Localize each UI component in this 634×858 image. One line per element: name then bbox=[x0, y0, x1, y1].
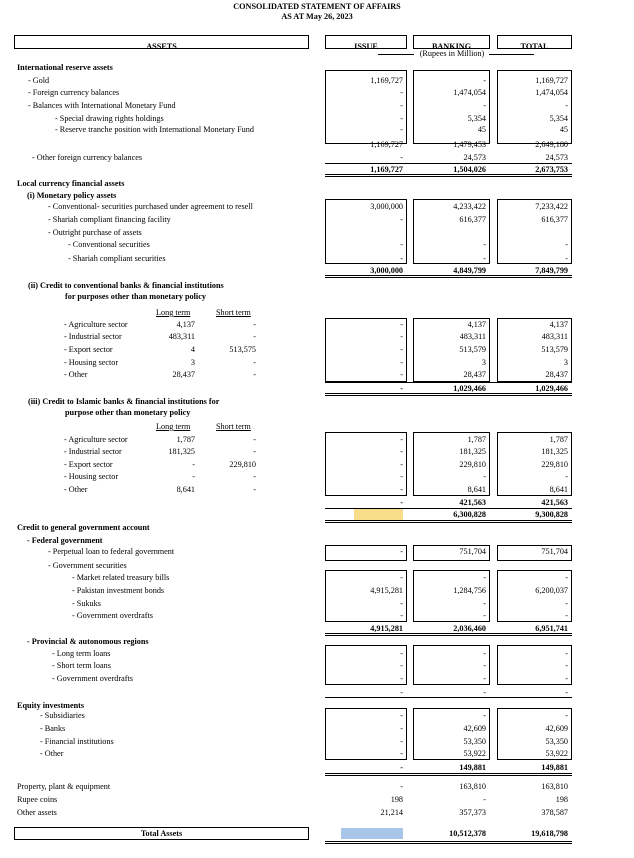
banking-value: 163,810 bbox=[459, 782, 486, 791]
banking-value: 28,437 bbox=[463, 370, 486, 379]
total-value: 2,673,753 bbox=[535, 165, 568, 174]
total-assets-label: Total Assets bbox=[140, 829, 183, 838]
row-label: - Shariah compliant securities bbox=[68, 254, 166, 263]
banking-value: 181,325 bbox=[459, 447, 486, 456]
banking-value: - bbox=[483, 101, 486, 110]
banking-value: 421,563 bbox=[459, 498, 486, 507]
row-label: Rupee coins bbox=[17, 795, 58, 804]
row-label: - Agriculture sector bbox=[64, 320, 128, 329]
total-value: - bbox=[565, 711, 568, 720]
banking-header: BANKING bbox=[413, 35, 490, 49]
rule bbox=[325, 382, 572, 383]
total-value: - bbox=[565, 254, 568, 263]
short-term-value: - bbox=[253, 358, 256, 367]
long-term-value: - bbox=[192, 460, 195, 469]
banking-value: 53,922 bbox=[463, 749, 486, 758]
row-label: - Industrial sector bbox=[64, 447, 122, 456]
total-value: 1,787 bbox=[549, 435, 568, 444]
banking-value: 6,300,828 bbox=[453, 510, 486, 519]
banking-value: 53,350 bbox=[463, 737, 486, 746]
issue-value: - bbox=[400, 358, 403, 367]
total-value: 7,233,422 bbox=[535, 202, 568, 211]
total-value: 421,563 bbox=[541, 498, 568, 507]
banking-value: - bbox=[483, 661, 486, 670]
issue-value: - bbox=[400, 573, 403, 582]
long-term-value: 28,437 bbox=[172, 370, 195, 379]
banking-value: 1,787 bbox=[467, 435, 486, 444]
total-assets-box bbox=[14, 827, 309, 840]
section-outright: - Outright purchase of assets bbox=[48, 228, 142, 237]
row-label: - Export sector bbox=[64, 345, 113, 354]
issue-value: 1,169,727 bbox=[370, 165, 403, 174]
total-issue-highlight bbox=[341, 828, 403, 839]
row-label: - Foreign currency balances bbox=[28, 88, 120, 97]
row-label: - Shariah compliant financing facility bbox=[48, 215, 171, 224]
total-value: - bbox=[565, 599, 568, 608]
issue-value: - bbox=[400, 114, 403, 123]
total-value: - bbox=[565, 611, 568, 620]
total-value: 53,922 bbox=[545, 749, 568, 758]
row-label: - Export sector bbox=[64, 460, 113, 469]
section-gov-credit: Credit to general government account bbox=[17, 523, 150, 532]
section-islamic-credit: (iii) Credit to Islamic banks & financial institutions for bbox=[28, 397, 220, 406]
total-value: - bbox=[565, 674, 568, 683]
units-rule-left bbox=[378, 54, 414, 55]
short-term-value: - bbox=[253, 370, 256, 379]
issue-value: - bbox=[400, 384, 403, 393]
row-label: Other assets bbox=[17, 808, 57, 817]
banking-value: 42,609 bbox=[463, 724, 486, 733]
row-label: - Sukuks bbox=[72, 599, 101, 608]
total-value: 24,573 bbox=[545, 153, 568, 162]
statement-title: CONSOLIDATED STATEMENT OF AFFAIRS bbox=[233, 2, 401, 11]
banking-value: 3 bbox=[481, 358, 486, 367]
units-rule-right bbox=[489, 54, 534, 55]
total-value: 28,437 bbox=[545, 370, 568, 379]
row-label: - Financial institutions bbox=[40, 737, 114, 746]
banking-value: 1,474,054 bbox=[453, 88, 486, 97]
issue-value: - bbox=[400, 599, 403, 608]
row-label: - Housing sector bbox=[64, 358, 119, 367]
long-term-value: 4,137 bbox=[176, 320, 195, 329]
total-value: 2,649,180 bbox=[535, 140, 568, 149]
short-term-value: - bbox=[253, 320, 256, 329]
row-label: - Pakistan investment bonds bbox=[72, 586, 165, 595]
issue-value: - bbox=[400, 370, 403, 379]
row-label: - Other foreign currency balances bbox=[32, 153, 143, 162]
issue-value: - bbox=[400, 88, 403, 97]
issue-value: 3,000,000 bbox=[370, 266, 403, 275]
banking-value: 1,284,756 bbox=[453, 586, 486, 595]
long-term-value: 181,325 bbox=[168, 447, 195, 456]
section-conventional-credit-2: for purposes other than monetary policy bbox=[65, 292, 206, 301]
total-value: - bbox=[565, 573, 568, 582]
row-label: - Banks bbox=[40, 724, 66, 733]
issue-value: 3,000,000 bbox=[370, 202, 403, 211]
banking-value: 4,233,422 bbox=[453, 202, 486, 211]
row-label: - Industrial sector bbox=[64, 332, 122, 341]
row-label: - Housing sector bbox=[64, 472, 119, 481]
banking-value: 229,810 bbox=[459, 460, 486, 469]
total-value: - bbox=[565, 688, 568, 697]
total-value: 378,587 bbox=[541, 808, 568, 817]
row-label: - Short term loans bbox=[52, 661, 111, 670]
col-short-term: Short term bbox=[216, 308, 251, 317]
issue-value: - bbox=[400, 763, 403, 772]
issue-value: - bbox=[400, 240, 403, 249]
double-rule-total bbox=[325, 841, 572, 844]
row-label: - Other bbox=[64, 485, 88, 494]
banking-value: 5,354 bbox=[467, 114, 486, 123]
issue-value: - bbox=[400, 611, 403, 620]
issue-value: - bbox=[400, 320, 403, 329]
row-label: - Gold bbox=[28, 76, 50, 85]
issue-value: - bbox=[400, 345, 403, 354]
banking-value: 483,311 bbox=[459, 332, 486, 341]
banking-value: 24,573 bbox=[463, 153, 486, 162]
total-value: 6,200,037 bbox=[535, 586, 568, 595]
banking-value: 4,137 bbox=[467, 320, 486, 329]
statement-date: AS AT May 26, 2023 bbox=[281, 12, 353, 21]
total-value: 198 bbox=[555, 795, 568, 804]
issue-value: - bbox=[400, 674, 403, 683]
banking-value: - bbox=[483, 649, 486, 658]
issue-value: - bbox=[400, 435, 403, 444]
issue-header: ISSUE bbox=[325, 35, 407, 49]
row-label: - Special drawing rights holdings bbox=[55, 114, 164, 123]
section-equity: Equity investments bbox=[17, 701, 85, 710]
short-term-value: - bbox=[253, 332, 256, 341]
section-monetary-policy: (i) Monetary policy assets bbox=[27, 191, 117, 200]
row-label: - Other bbox=[64, 370, 88, 379]
rule bbox=[325, 163, 572, 164]
long-term-value: 8,641 bbox=[176, 485, 195, 494]
total-value: 3 bbox=[563, 358, 568, 367]
total-value: 8,641 bbox=[549, 485, 568, 494]
row-label: - Conventional- securities purchased under agreement to resell bbox=[48, 202, 253, 211]
issue-value: - bbox=[400, 254, 403, 263]
section-conventional-credit: (ii) Credit to conventional banks & financial institutions bbox=[28, 281, 224, 290]
issue-value: - bbox=[400, 711, 403, 720]
total-value: 229,810 bbox=[541, 460, 568, 469]
long-term-value: 4 bbox=[190, 345, 195, 354]
section-provincial: - Provincial & autonomous regions bbox=[27, 637, 149, 646]
total-value: - bbox=[565, 240, 568, 249]
banking-value: 1,029,466 bbox=[453, 384, 486, 393]
double-rule bbox=[325, 520, 572, 523]
banking-value: 10,512,378 bbox=[449, 829, 486, 838]
issue-value: - bbox=[400, 153, 403, 162]
total-value: 53,350 bbox=[545, 737, 568, 746]
row-label: - Market related treasury bills bbox=[72, 573, 170, 582]
row-label: - Government overdrafts bbox=[72, 611, 153, 620]
banking-value: - bbox=[483, 573, 486, 582]
banking-value: 1,504,026 bbox=[453, 165, 486, 174]
banking-value: - bbox=[483, 611, 486, 620]
long-term-value: - bbox=[192, 472, 195, 481]
issue-value: - bbox=[400, 485, 403, 494]
row-label: - Conventional securities bbox=[68, 240, 150, 249]
section-islamic-credit-2: purpose other than monetary policy bbox=[65, 408, 191, 417]
section-local-currency: Local currency financial assets bbox=[17, 179, 125, 188]
issue-value: - bbox=[400, 472, 403, 481]
total-value: 1,474,054 bbox=[535, 88, 568, 97]
issue-value: - bbox=[400, 688, 403, 697]
banking-value: - bbox=[483, 795, 486, 804]
row-label: Property, plant & equipment bbox=[17, 782, 111, 791]
issue-subtotal-highlight bbox=[354, 509, 403, 520]
total-value: 6,951,741 bbox=[535, 624, 568, 633]
row-label: - Perpetual loan to federal government bbox=[48, 547, 175, 556]
banking-value: 751,704 bbox=[459, 547, 486, 556]
issue-value: 4,915,281 bbox=[370, 586, 403, 595]
banking-value: 8,641 bbox=[467, 485, 486, 494]
long-term-value: 1,787 bbox=[176, 435, 195, 444]
issue-value: - bbox=[400, 661, 403, 670]
short-term-value: - bbox=[253, 435, 256, 444]
banking-value: 616,377 bbox=[459, 215, 486, 224]
issue-value: 1,169,727 bbox=[370, 76, 403, 85]
issue-value: - bbox=[400, 547, 403, 556]
issue-value: - bbox=[400, 460, 403, 469]
total-value: 1,029,466 bbox=[535, 384, 568, 393]
col-long-term: Long term bbox=[156, 422, 191, 431]
issue-value: - bbox=[400, 125, 403, 134]
short-term-value: - bbox=[253, 472, 256, 481]
section-intl-reserve: International reserve assets bbox=[17, 63, 113, 72]
short-term-value: 513,575 bbox=[229, 345, 256, 354]
total-value: - bbox=[565, 101, 568, 110]
issue-value: 198 bbox=[390, 795, 403, 804]
banking-value: 2,036,460 bbox=[453, 624, 486, 633]
banking-value: 45 bbox=[477, 125, 486, 134]
total-value: 1,169,727 bbox=[535, 76, 568, 85]
total-value: 5,354 bbox=[549, 114, 568, 123]
total-value: 751,704 bbox=[541, 547, 568, 556]
total-value: 45 bbox=[559, 125, 568, 134]
banking-value: - bbox=[483, 599, 486, 608]
issue-value: - bbox=[400, 724, 403, 733]
total-value: - bbox=[565, 472, 568, 481]
banking-value: - bbox=[483, 711, 486, 720]
long-term-value: 3 bbox=[190, 358, 195, 367]
double-rule bbox=[325, 773, 572, 776]
row-label: - Government overdrafts bbox=[52, 674, 133, 683]
total-header: TOTAL bbox=[497, 35, 572, 49]
banking-value: 149,881 bbox=[459, 763, 486, 772]
issue-value: - bbox=[400, 737, 403, 746]
banking-value: 1,479,453 bbox=[453, 140, 486, 149]
banking-value: - bbox=[483, 254, 486, 263]
total-value: 483,311 bbox=[541, 332, 568, 341]
col-long-term: Long term bbox=[156, 308, 191, 317]
row-label: - Balances with International Monetary Fund bbox=[28, 101, 176, 110]
row-label: - Other bbox=[40, 749, 64, 758]
total-value: 181,325 bbox=[541, 447, 568, 456]
total-value: 7,849,799 bbox=[535, 266, 568, 275]
banking-value: - bbox=[483, 472, 486, 481]
issue-value: 4,915,281 bbox=[370, 624, 403, 633]
issue-value: - bbox=[400, 782, 403, 791]
section-federal: - Federal government bbox=[27, 536, 103, 545]
issue-value: - bbox=[400, 649, 403, 658]
total-value: 4,137 bbox=[549, 320, 568, 329]
row-label: - Reserve tranche position with International Monetary Fund bbox=[55, 125, 254, 134]
row-label: - Agriculture sector bbox=[64, 435, 128, 444]
total-value: 513,579 bbox=[541, 345, 568, 354]
issue-value: - bbox=[400, 498, 403, 507]
issue-value: - bbox=[400, 215, 403, 224]
total-value: 42,609 bbox=[545, 724, 568, 733]
total-value: 616,377 bbox=[541, 215, 568, 224]
row-label: - Subsidiaries bbox=[40, 711, 85, 720]
total-value: 9,300,828 bbox=[535, 510, 568, 519]
total-value: - bbox=[565, 661, 568, 670]
banking-value: - bbox=[483, 76, 486, 85]
short-term-value: 229,810 bbox=[229, 460, 256, 469]
banking-value: 4,849,799 bbox=[453, 266, 486, 275]
section-gov-securities: - Government securities bbox=[48, 561, 127, 570]
issue-value: - bbox=[400, 447, 403, 456]
long-term-value: 483,311 bbox=[168, 332, 195, 341]
short-term-value: - bbox=[253, 447, 256, 456]
total-value: - bbox=[565, 649, 568, 658]
issue-value: 1,169,727 bbox=[370, 140, 403, 149]
total-value: 19,618,798 bbox=[531, 829, 568, 838]
col-short-term: Short term bbox=[216, 422, 251, 431]
banking-value: 357,373 bbox=[459, 808, 486, 817]
units-label: (Rupees in Million) bbox=[419, 49, 485, 58]
issue-value: - bbox=[400, 101, 403, 110]
assets-header: ASSETS bbox=[14, 35, 309, 49]
banking-value: - bbox=[483, 688, 486, 697]
issue-value: - bbox=[400, 332, 403, 341]
issue-value: - bbox=[400, 749, 403, 758]
total-value: 149,881 bbox=[541, 763, 568, 772]
row-label: - Long term loans bbox=[52, 649, 111, 658]
banking-value: - bbox=[483, 674, 486, 683]
banking-value: - bbox=[483, 240, 486, 249]
banking-value: 513,579 bbox=[459, 345, 486, 354]
total-value: 163,810 bbox=[541, 782, 568, 791]
issue-value: 21,214 bbox=[380, 808, 403, 817]
short-term-value: - bbox=[253, 485, 256, 494]
